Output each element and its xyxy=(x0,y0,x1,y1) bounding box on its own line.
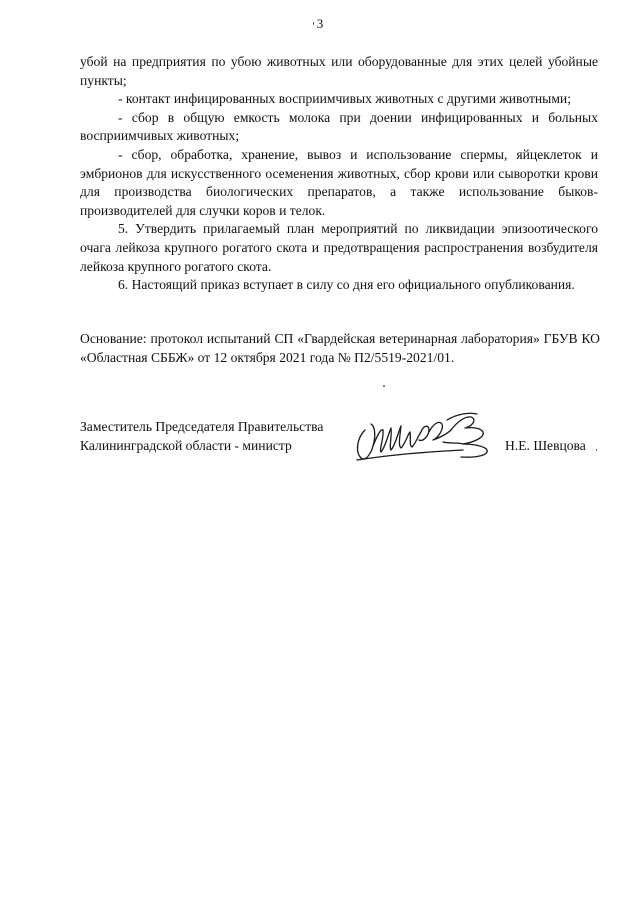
signatory-title-line-2: Калининградской области - министр xyxy=(80,437,292,453)
paragraph-slaughter: убой на предприятия по убою животных или оборудованные для этих целей убойные пункты; xyxy=(80,54,598,88)
handwritten-signature xyxy=(353,402,503,472)
paragraph-item-6: 6. Настоящий приказ вступает в силу со дня его официального опубликования. xyxy=(118,277,575,293)
scan-speck xyxy=(383,385,385,387)
basis-note: Основание: протокол испытаний СП «Гвардейская ветеринарная лаборатория» ГБУВ КО «Областная СББЖ» от 12 октября 2021 года № П2/5519-2021/01. xyxy=(80,331,600,365)
signer-name: Н.Е. Шевцова xyxy=(505,438,586,453)
signatory-title-line-1: Заместитель Председателя Правительства xyxy=(80,419,324,434)
paragraph-item-5: 5. Утвердить прилагаемый план мероприятий по ликвидации эпизоотического очага лейкоза крупного рогатого скота и предотвращения распространения возбудителя лейкоза крупного рогатого скота. xyxy=(80,221,598,274)
paragraph-sperm: - сбор, обработка, хранение, вывоз и использование спермы, яйцеклеток и эмбрионов для искусственного осеменения животных, сбор крови или сыворотки крови для производства биологических препаратов, а также использование быков-производителей для случки коров и телок. xyxy=(80,146,598,218)
paragraph-milk: - сбор в общую емкость молока при доении инфицированных и больных восприимчивых животных; xyxy=(80,109,598,144)
paragraph-contact: - контакт инфицированных восприимчивых животных с другими животными; xyxy=(118,91,571,107)
scan-speck xyxy=(596,449,597,451)
order-body xyxy=(80,53,598,295)
signatory-block xyxy=(80,418,370,455)
page-number: 3 xyxy=(316,16,324,31)
scan-speck xyxy=(313,22,314,25)
